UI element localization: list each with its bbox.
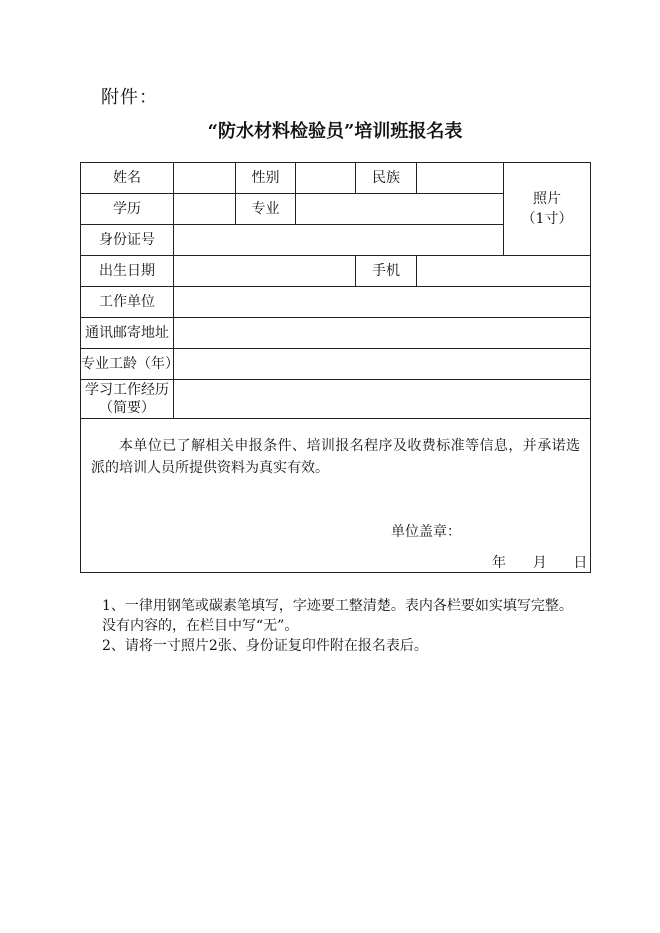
statement-cell [81,419,591,573]
address-label: 通讯邮寄地址 [81,318,174,349]
month-label: 月 [532,555,547,571]
major-label: 专业 [236,194,296,225]
row-history [81,380,591,419]
seal-label: 单位盖章： [391,524,461,540]
photo-label: 照片 [533,191,561,207]
row-birth-phone [81,256,591,287]
row-experience-years [81,349,591,380]
gender-field[interactable] [296,163,356,194]
id-label: 身份证号 [81,225,174,256]
ethnicity-label: 民族 [356,163,417,194]
history-label-line2: （简要） [99,400,155,416]
ethnicity-field[interactable] [417,163,504,194]
attachment-label: 附件： [101,87,158,108]
education-label: 学历 [81,194,174,225]
experience-years-label: 专业工龄（年） [81,349,174,380]
history-field[interactable] [174,380,591,419]
registration-form-table [80,162,591,573]
major-field[interactable] [296,194,504,225]
employer-label: 工作单位 [81,287,174,318]
row-address [81,318,591,349]
day-label: 日 [573,555,588,571]
gender-label: 性别 [236,163,296,194]
experience-years-field[interactable] [174,349,591,380]
row-employer [81,287,591,318]
employer-field[interactable] [174,287,591,318]
row-name-gender-ethnicity [81,163,591,194]
form-title: “防水材料检验员”培训班报名表 [207,121,463,142]
name-field[interactable] [174,163,236,194]
photo-size: （1寸） [521,211,573,227]
education-field[interactable] [174,194,236,225]
notes-section [102,596,602,656]
phone-label: 手机 [356,256,417,287]
history-label [81,380,174,419]
photo-box [504,163,591,256]
note-line-1: 1、一律用钢笔或碳素笔填写，字迹要工整清楚。表内各栏要如实填写完整。 [102,598,573,614]
birth-label: 出生日期 [81,256,174,287]
address-field[interactable] [174,318,591,349]
row-statement [81,419,591,573]
birth-field[interactable] [174,256,356,287]
phone-field[interactable] [417,256,591,287]
name-label: 姓名 [81,163,174,194]
history-label-line1: 学习工作经历 [85,382,169,398]
statement-text: 本单位已了解相关申报条件、培训报名程序及收费标准等信息，并承诺选派的培训人员所提供资料为真实有效。 [91,438,580,476]
year-label: 年 [492,555,506,571]
date-line [492,554,587,572]
note-line-2: 没有内容的，在栏目中写“无”。 [102,618,299,634]
note-line-3: 2、请将一寸照片2张、身份证复印件附在报名表后。 [102,638,428,654]
id-field[interactable] [174,225,504,256]
